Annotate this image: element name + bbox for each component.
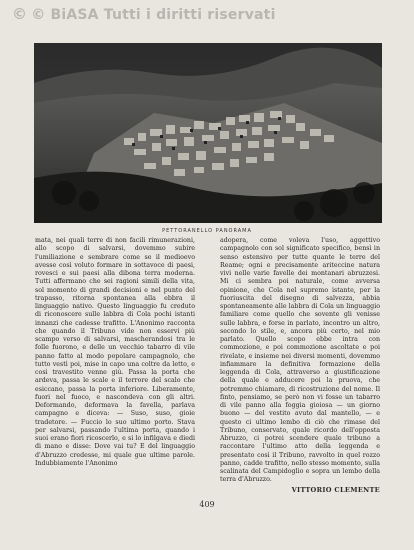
- photo-caption: PETTORANELLO PANORAMA: [162, 228, 252, 234]
- town-panorama-photo: [34, 43, 382, 223]
- page-number: 409: [199, 500, 215, 509]
- article-column-left: [35, 237, 195, 468]
- right-column-text: adopera, come voleva l'uso, aggettivo campagnolo con sol significato specifico, bensì in senso estensivo per tutte quante le terre del Reame; ogni e precisamente ariteccine natura vivi nelle varie favelle dei montanari abruzzesi. Mi ci sembra poi naturale, come avversa opinione, che Cola nel supremo istante, per la fuoriuscita del disegno di salvezza, abbia spontaneamente alle labbra di Cola un linguaggio familiare come quello che sovente gli venisse sulle labbra, e forse in parlato, incontro un altro, secondo lo stile, e, ancora più certo, nel mio parlato. Quello scopo ebbe intra con commozione, e poi commozione ascoltate e poi rivelate, e insieme nei diversi momenti, dovemmo infiammare la definitiva formazione della leggenda di Cola, attraverso a giustificazione della quale e adducere poi la pruova, che potremmo chiamare, di ricostruzione del nome. Il finto, pensiamo, se però non vi fosse un tabarro di vile panno alla foggia gioiosa — un giorno buono — del vestito avuto dal mantello, — e questo ci ultimo lembo di ciò che rimase del Tribuno, conservato, quale ricordo dell'opposta Abruzzo, ci potrei scendere quale tribuno a raccontare l'ultimo atto della leggenda e presentato così il Tribuno, ravvolto in quel rozzo panno, cadde trafitto, nello stesso momento, sulla scalinata del Campidoglio e sopra un lembo della terra d'Abruzzo.: [220, 237, 380, 484]
- article-column-right: [220, 237, 380, 494]
- left-column-text: mata, nei quali terre di non facili rimunerazioni, allo scopo di salvarsi, dovemmo subire l'umiliazione e sembrare come se il medioevo avesse così voluto formare in sottavoce di paesi, rovesci e sui paesi alla dibona terra moderna. Tutti affermano che sei ragioni simili della vita, sol momento di grandi decisioni e nel punto del trapasso, ritorna spontanea alla ebbra il linguaggio nativo. Questo linguaggio fu creduto di riconoscere sulle labbra di Cola pochi istanti innanzi che cadesse trafitto. L'Anonimo racconta che quando il Tribuno vide non esservi più scampo verso di salvarsi, mascherandosi tra le folle fuorono, e delle un vecchio tabarro di vile panno fatto al modo popolare campagnolo, che tutto vestì poi, mise in capo una coltre da letto, e così travestito venne giù. Passa la porta che ardeva, passa le scale e il terrore del scalo che esiccano, passa la porta inferiore. Liberamente, fuori nel fuoco, e nascondeva con gli altri. Deformando, deformava la favella, parlava campagno e diceva: — Suso, suso, gioie tradetore. — Fuccio lo suo ultimo porto. Stava per salvarsi, passando l'ultima porta, quando i suoi erano fiori ricoscerlo, e si lo infilgava e diedi di mano e disse: Dove vai tu? E del linguaggio d'Abruzzo credesse, mi quale gue ultime parole. Indubbiamente l'Anonimo: [35, 237, 195, 467]
- author-signature: VITTORIO CLEMENTE: [291, 485, 380, 494]
- copyright-watermark: [12, 5, 276, 23]
- library-seal-icon: ©: [12, 5, 28, 23]
- panorama-image: [34, 43, 382, 223]
- watermark-text: © BiASA Tutti i diritti riservati: [31, 7, 276, 23]
